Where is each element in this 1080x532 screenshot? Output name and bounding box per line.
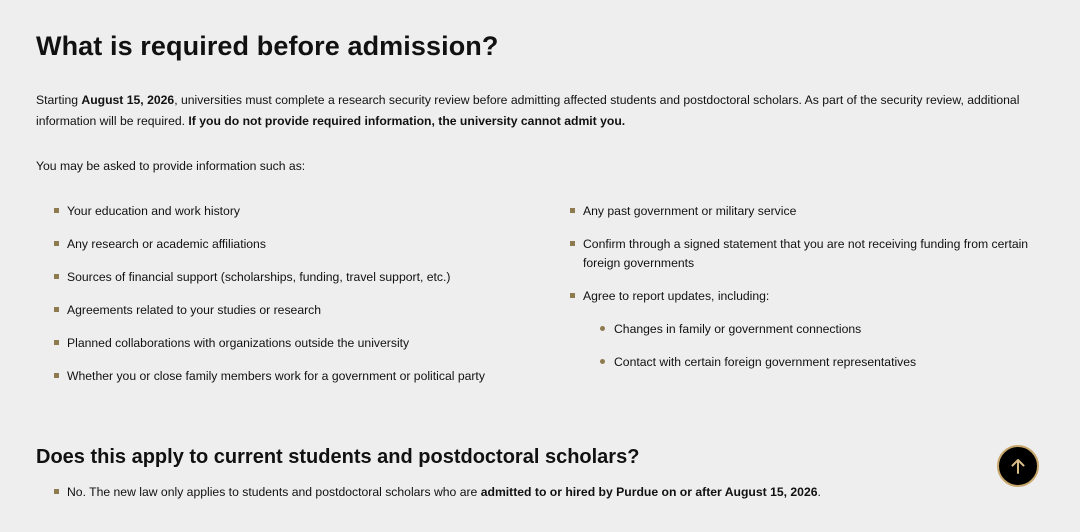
asked-text: You may be asked to provide information such as:: [36, 159, 306, 173]
square-bullet-icon: [570, 293, 575, 298]
back-to-top-button[interactable]: [997, 445, 1039, 487]
requirements-list-left: [36, 202, 536, 400]
list-item: [36, 334, 536, 353]
list-item-text: Any past government or military service: [583, 204, 797, 218]
round-bullet-icon: [600, 359, 605, 364]
list-item-text: Agree to report updates, including:: [583, 289, 770, 303]
list-item: [552, 202, 1046, 221]
intro-date: August 15, 2026: [81, 93, 175, 107]
sub-list-item-text: Changes in family or government connections: [614, 322, 862, 336]
list-item: [36, 301, 536, 320]
list-item-text: Agreements related to your studies or research: [67, 303, 322, 317]
list-item-text: Whether you or close family members work for a government or political party: [67, 369, 485, 383]
sub-list-item: [583, 353, 1046, 372]
intro-text-start: Starting: [36, 93, 82, 107]
requirements-list-right: [552, 202, 1046, 386]
intro-warning: If you do not provide required information, the university cannot admit you.: [188, 114, 626, 128]
square-bullet-icon: [54, 241, 59, 246]
square-bullet-icon: [54, 373, 59, 378]
updates-sublist: [583, 320, 1046, 372]
answer-text-start: No. The new law only applies to students and postdoctoral scholars who are: [67, 485, 481, 499]
intro-paragraph: [36, 90, 1046, 132]
arrow-up-icon: [1009, 457, 1027, 475]
intro-text-middle: , universities must complete a research security review before admitting affected students and postdoctoral scholars. As part of the security review, additional information will be required.: [36, 93, 1020, 128]
square-bullet-icon: [54, 340, 59, 345]
list-item-text: Confirm through a signed statement that you are not receiving funding from certain foreign governments: [583, 237, 1029, 270]
sub-list-item: [583, 320, 1046, 339]
round-bullet-icon: [600, 326, 605, 331]
section-heading-admission: What is required before admission?: [36, 31, 499, 61]
sub-list-item-text: Contact with certain foreign government representatives: [614, 355, 917, 369]
square-bullet-icon: [570, 241, 575, 246]
list-item-text: Sources of financial support (scholarships, funding, travel support, etc.): [67, 270, 451, 284]
list-item: [36, 367, 536, 386]
square-bullet-icon: [54, 274, 59, 279]
square-bullet-icon: [54, 208, 59, 213]
square-bullet-icon: [54, 489, 59, 494]
list-item: [36, 483, 1046, 502]
answer-list: [36, 483, 1046, 502]
list-item: [552, 235, 1046, 273]
list-item-text: Your education and work history: [67, 204, 240, 218]
list-item: [36, 268, 536, 287]
answer-bold: admitted to or hired by Purdue on or after August 15, 2026: [480, 485, 818, 499]
list-item: [552, 287, 1046, 372]
list-item-text: Any research or academic affiliations: [67, 237, 266, 251]
square-bullet-icon: [570, 208, 575, 213]
list-item-text: Planned collaborations with organizations outside the university: [67, 336, 410, 350]
square-bullet-icon: [54, 307, 59, 312]
answer-text-end: .: [817, 485, 821, 499]
list-item: [36, 235, 536, 254]
section-heading-current-students: Does this apply to current students and postdoctoral scholars?: [36, 446, 640, 468]
list-item: [36, 202, 536, 221]
